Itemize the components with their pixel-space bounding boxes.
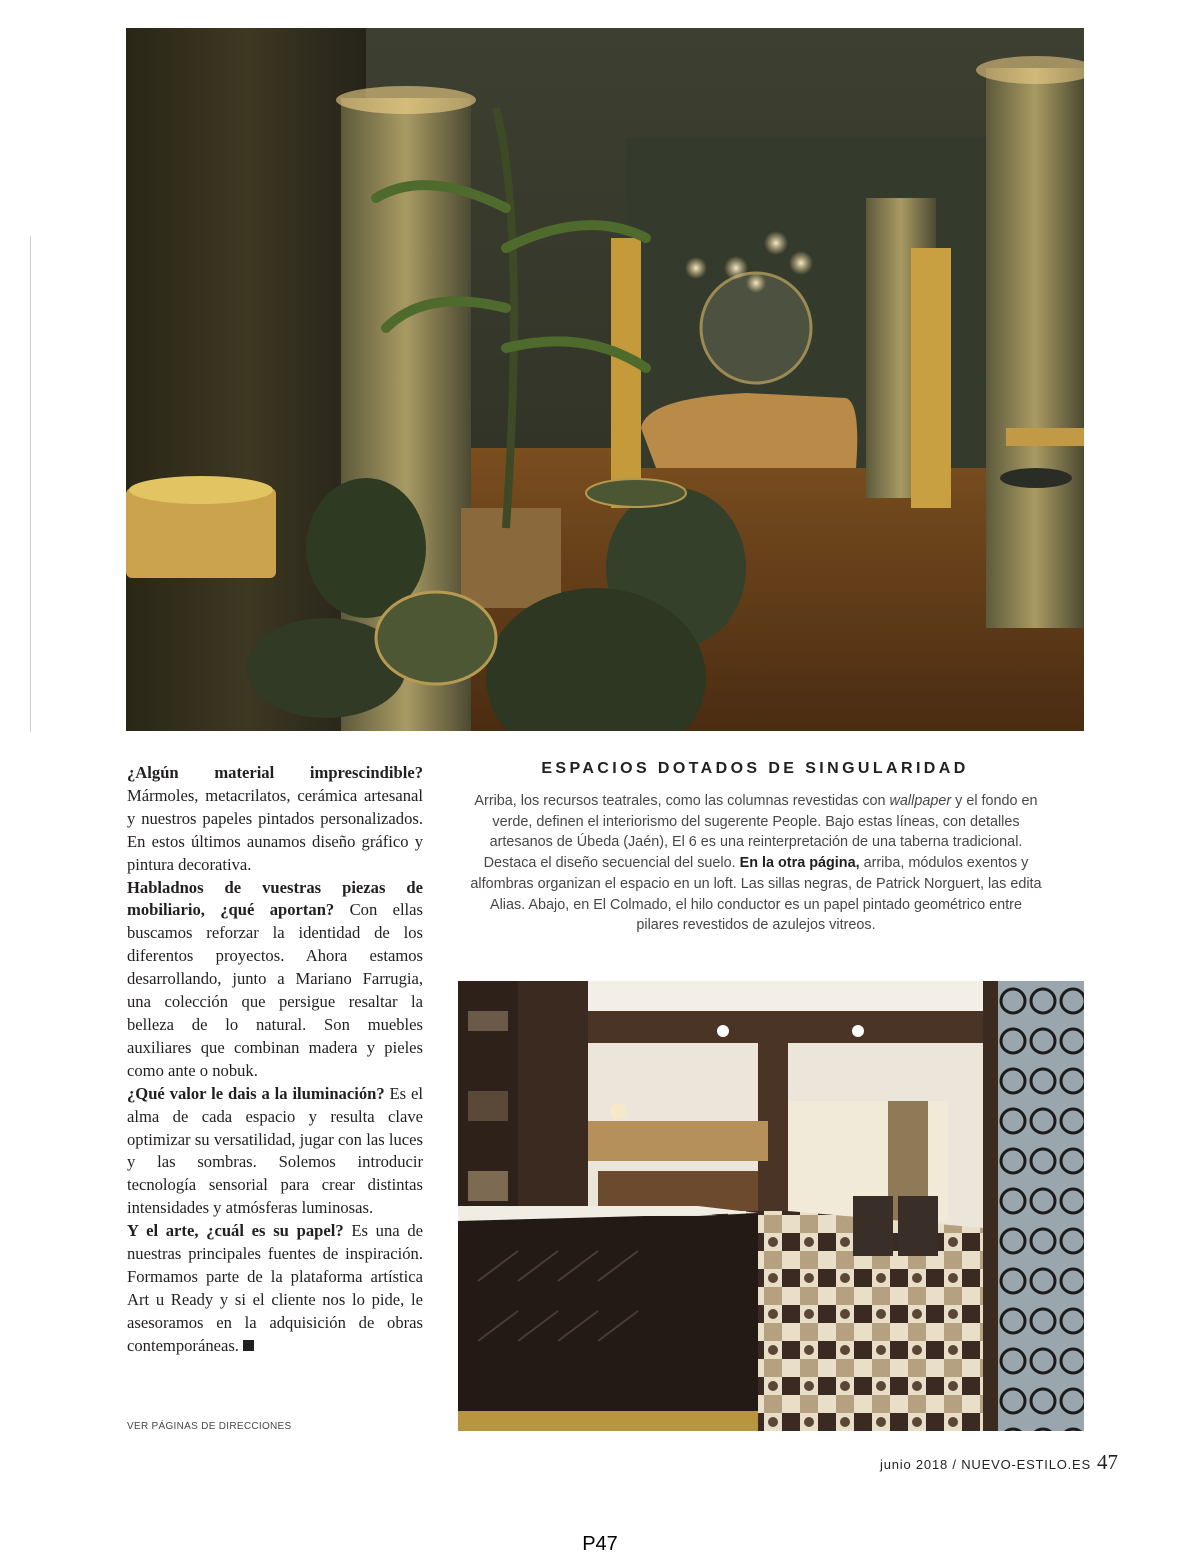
interview-column — [127, 762, 423, 1358]
caption-body — [470, 791, 1042, 936]
page-number: 47 — [1097, 1450, 1118, 1474]
caption-bold-otra-pagina: En la otra página, — [739, 855, 860, 872]
question-lighting: ¿Qué valor le dais a la iluminación? — [127, 1083, 385, 1103]
tavern-illustration — [458, 981, 1084, 1431]
photo-tavern-interior — [458, 981, 1084, 1431]
paragraph-furniture — [127, 877, 423, 1083]
paragraph-material — [127, 762, 423, 877]
caption-title: ESPACIOS DOTADOS DE SINGULARIDAD — [541, 760, 969, 777]
photo-lounge-interior — [126, 28, 1084, 731]
answer-art: Es una de nuestras principales fuentes de inspiración. Formamos parte de la plataforma artística Art u Ready y si el cliente nos lo pide, le asesoramos en la adquisición de obras contemporáneas. — [127, 1221, 423, 1355]
caption-text-5: arriba, módulos exentos y alfombras organizan el espacio en un loft. Las sillas negras, de Patrick Norguert, las edita Alias. Abajo, en El Colmado, el hilo conductor es un papel pintado geométrico entre pilares revestidos de azulejos vitreos. — [470, 855, 1042, 934]
page-label: P47 — [582, 1533, 618, 1555]
question-furniture: Habladnos de vuestras piezas de mobiliario, ¿qué aportan? — [127, 877, 423, 920]
lounge-illustration — [126, 28, 1084, 731]
answer-lighting: Es el alma de cada espacio y resulta clave optimizar su versatilidad, jugar con las luces y las sombras. Solemos introducir tecnología sensorial para crear distintas intensidades y atmósferas luminosas. — [127, 1083, 423, 1218]
caption-italic-wallpaper: wallpaper — [889, 793, 952, 809]
question-art: Y el arte, ¿cuál es su papel? — [127, 1221, 344, 1241]
end-square-icon — [243, 1340, 254, 1351]
paragraph-art — [127, 1220, 423, 1357]
folio — [880, 1450, 1118, 1475]
paragraph-lighting — [127, 1083, 423, 1220]
margin-rule — [30, 236, 31, 732]
credits-note: VER PÁGINAS DE DIRECCIONES — [127, 1421, 292, 1432]
issue-line: junio 2018 / NUEVO-ESTILO.ES — [880, 1457, 1091, 1472]
caption-text-3: y el fondo en verde, definen el interiorismo del sugerente People. Bajo estas líneas, con detalles artesanos de Úbeda (Jaén), El 6 es una reinterpretación de una taberna tradicional. Destaca el diseño secuencial del suelo. — [483, 793, 1038, 872]
caption-text-1: Arriba, los recursos teatrales, como las columnas revestidas con — [474, 793, 890, 809]
answer-furniture: Con ellas buscamos reforzar la identidad de los diferentos proyectos. Ahora estamos desarrollando, junto a Mariano Farrugia, una colección que persigue resaltar la belleza de lo natural. Son muebles auxiliares que combinan madera y pieles como ante o nobuk. — [127, 900, 423, 1080]
answer-material: Mármoles, metacrilatos, cerámica artesanal y nuestros papeles pintados personalizados. En estos últimos aunamos diseño gráfico y pintura decorativa. — [127, 785, 423, 874]
question-material: ¿Algún material imprescindible? — [127, 763, 423, 782]
